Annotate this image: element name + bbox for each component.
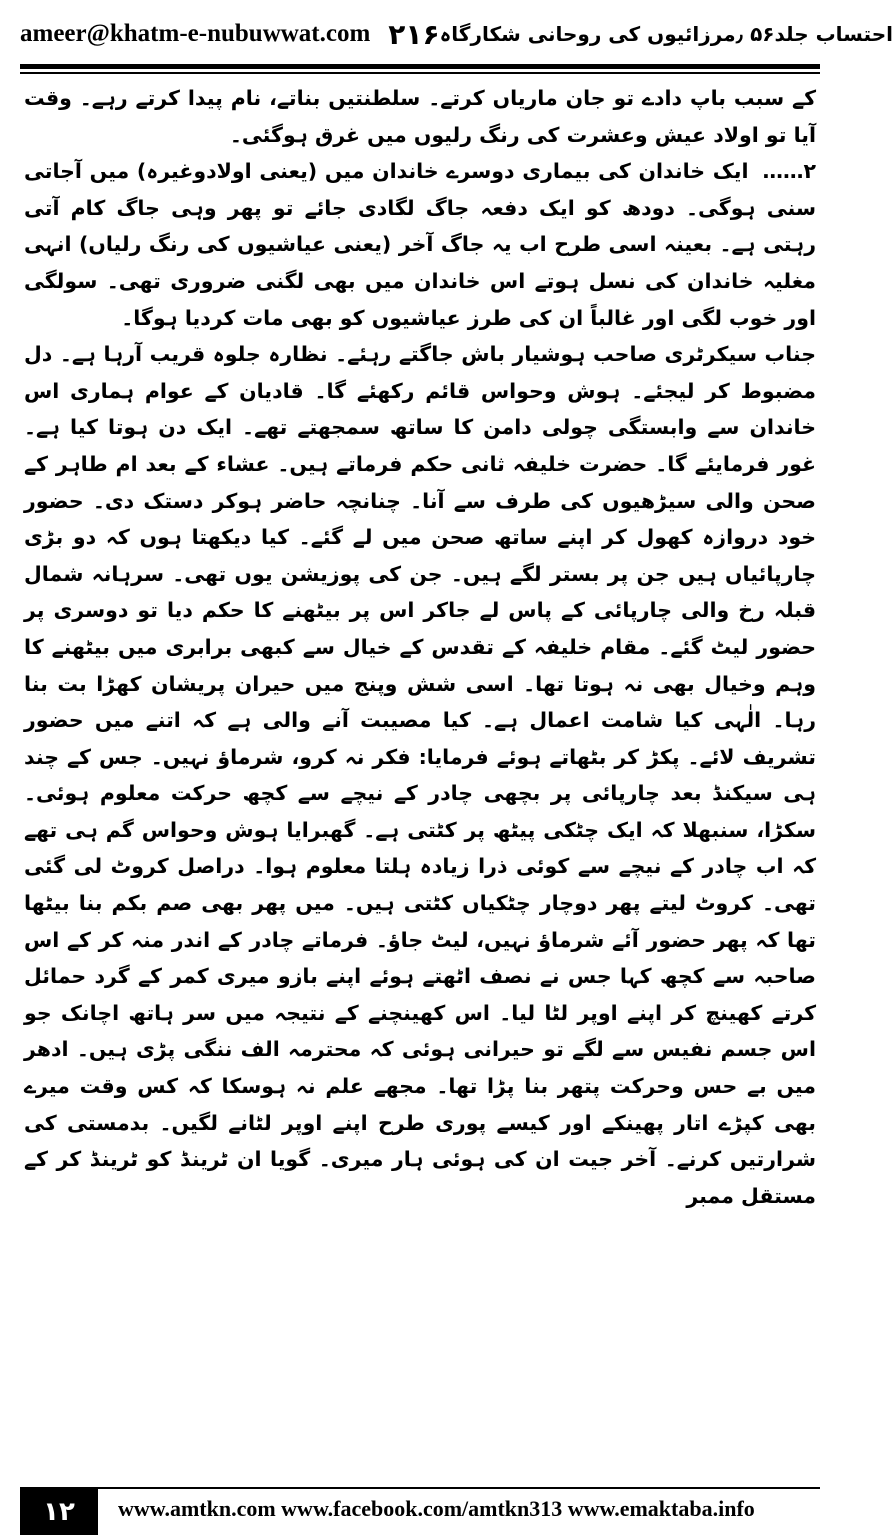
footer-links: www.amtkn.com www.facebook.com/amtkn313 www.emaktaba.info	[118, 1496, 755, 1521]
header-email: ameer@khatm-e-nubuwwat.com	[20, 20, 371, 47]
footer-page-number: ۱۲	[20, 1489, 98, 1535]
header-left	[20, 18, 440, 51]
paragraph-2-text: ایک خاندان کی بیماری دوسرے خاندان میں (یعنی اولادوغیرہ) میں آجاتی سنی ہوگی۔ دودھ کو ایک دفعہ جاگ لگادی جائے تو پھر وہی جاگ کام آتی رہتی ہے۔ بعینہ اسی طرح اب یہ جاگ آخر (یعنی عیاشیوں کی رنگ رلیاں) انہی مغلیہ خاندان کی نسل ہوتے اس خاندان میں بھی لگنی ضروری تھی۔ سولگی اور خوب لگی اور غالباً ان کی طرز عیاشیوں کو بھی مات کردیا ہوگا۔	[24, 159, 816, 330]
item-number: ۲……	[762, 159, 816, 184]
paragraph-1: کے سبب باپ دادے تو جان ماریاں کرتے۔ سلطنتیں بناتے، نام پیدا کرتے رہے۔ وقت آیا تو اولاد عیش وعشرت کی رنگ رلیوں میں غرق ہوگئی۔	[24, 86, 816, 147]
paragraph-3: جناب سیکرٹری صاحب ہوشیار باش جاگتے رہئے۔ نظارہ جلوہ قریب آرہا ہے۔ دل مضبوط کر لیجئے۔ ہوش وحواس قائم رکھئے گا۔ قادیان کے عوام ہماری اس خاندان سے وابستگی چولی دامن کا ساتھ سمجھتے تھے۔ ایک دن ہوتا کیا ہے۔ غور فرمایئے گا۔ حضرت خلیفہ ثانی حکم فرماتے ہیں۔ عشاء کے بعد ام طاہر کے صحن والی سیڑھیوں کی طرف سے آنا۔ چنانچہ حاضر ہوکر دستک دی۔ حضور خود دروازہ کھول کر اپنے ساتھ صحن میں لے گئے۔ کیا دیکھتا ہوں کہ دو بڑی چارپائیاں ہیں جن پر بستر لگے ہیں۔ جن کی پوزیشن یوں تھی۔ سرہانہ شمال قبلہ رخ والی چارپائی کے پاس لے جاکر اس پر بیٹھنے کا حکم دیا تو دوسری پر حضور لیٹ گئے۔ مقام خلیفہ کے تقدس کے خیال سے کبھی برابری میں بیٹھنے کا وہم وخیال بھی نہ ہوتا تھا۔ اسی شش وپنج میں حیران پریشان کھڑا بت بنا رہا۔ الٰہی کیا شامت اعمال ہے۔ کیا مصیبت آنے والی ہے کہ اتنے میں حضور تشریف لائے۔ پکڑ کر بٹھاتے ہوئے فرمایا: فکر نہ کرو، شرماؤ نہیں۔ جس کے چند ہی سیکنڈ بعد چارپائی پر بچھی چادر کے نیچے سے کچھ حرکت معلوم ہوئی۔ سکڑا، سنبھلا کہ ایک چٹکی پیٹھ پر کٹتی ہے۔ گھبرایا ہوش وحواس گم ہی تھے کہ اب چادر کے نیچے سے کوئی ذرا زیادہ ہلتا معلوم ہوا۔ دراصل کروٹ لی گئی تھی۔ کروٹ لیتے پھر دوچار چٹکیاں کٹتی ہیں۔ میں پھر بھی صم بکم بنا بیٹھا تھا کہ پھر حضور آئے شرماؤ نہیں، لیٹ جاؤ۔ فرماتے چادر کے اندر منہ کر کے اس صاحبہ سے کچھ کہا جس نے نصف اٹھتے ہوئے اپنے بازو میری کمر کے گرد حمائل کرتے کھینچ کر اپنے اوپر لٹا لیا۔ اس کھینچنے کے نتیجہ میں سر ہاتھ اچانک جو اس جسم نفیس سے لگے تو حیرانی ہوئی کہ محترمہ الف ننگی پڑی ہیں۔ ادھر میں بے حس وحرکت پتھر بنا پڑا تھا۔ مجھے علم نہ ہوسکا کہ کس وقت میرے بھی کپڑے اتار پھینکے اور کیسے پوری طرح اپنے اوپر لٹانے لگیں۔ بدمستی کی شرارتیں کرنے۔ آخر جیت ان کی ہوئی ہار میری۔ گویا ان ٹرینڈ کو ٹرینڈ کر کے مستقل ممبر	[24, 342, 816, 1208]
footer-rule	[20, 1487, 820, 1489]
page-header	[20, 8, 893, 60]
header-rule-thin	[20, 72, 820, 74]
header-page-number: ۲۱۶	[388, 17, 440, 51]
header-title: احتساب جلد۵۶ ٫مرزائیوں کی روحانی شکارگاہ	[439, 22, 893, 46]
paragraph-2	[24, 153, 816, 336]
page-body	[24, 80, 816, 1480]
header-rule-thick	[20, 64, 820, 69]
